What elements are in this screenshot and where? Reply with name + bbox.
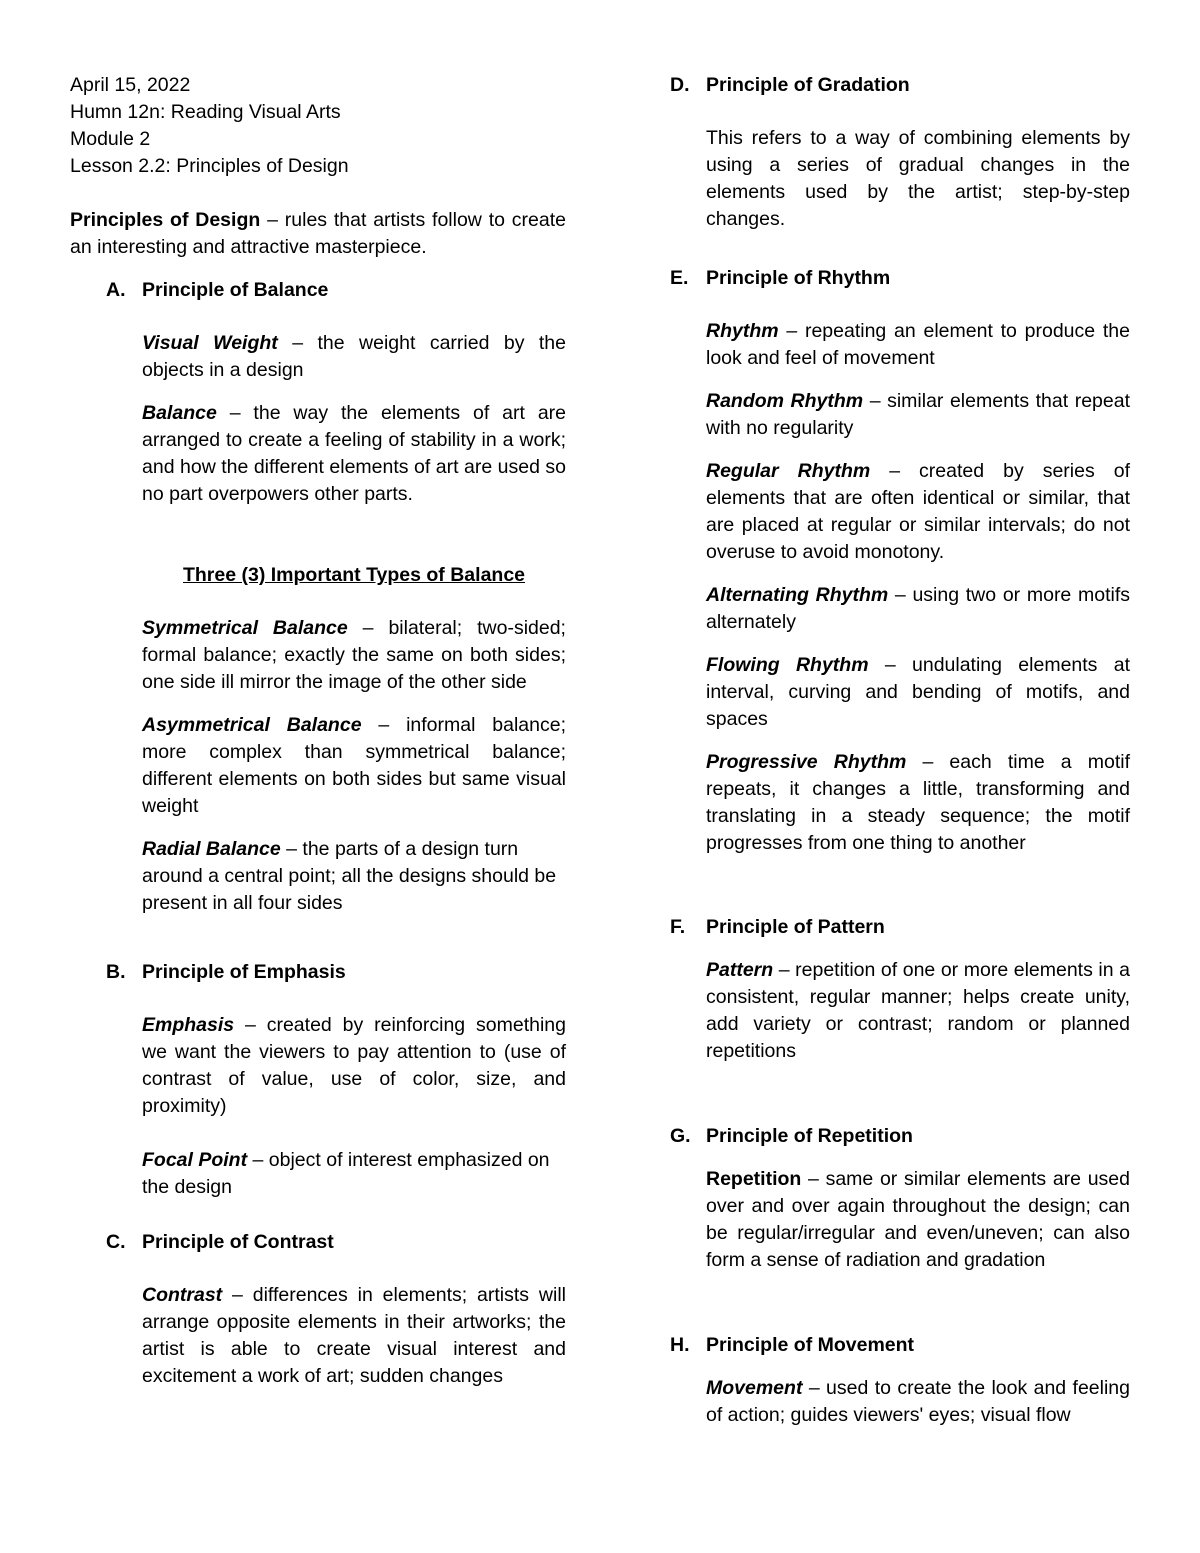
header-course: Humn 12n: Reading Visual Arts [70,101,341,123]
section-c-letter: C. [106,1231,126,1253]
asymmetrical-def: – informal balance; more complex than symmetrical balance; different elements on both sides but same visual weight [142,714,566,817]
symmetrical-def: – bilateral; two-sided; formal balance; exactly the same on both sides; one side ill mirror the image of the other side [142,617,566,693]
random-rhythm-def: – similar elements that repeat with no regularity [706,390,1131,439]
section-d-letter: D. [670,74,690,96]
section-b-letter: B. [106,961,126,983]
section-e-heading [670,265,1130,292]
focal-point-term: Focal Point [142,1149,248,1171]
rhythm-definition [706,318,1130,372]
balance-definition [142,400,566,508]
pattern-def: – repetition of one or more elements in a consistent, regular manner; helps create unity, add variety or contrast; random or planned repetitions [706,959,1130,1062]
balance-term: Balance [142,402,217,424]
symmetrical-term: Symmetrical Balance [142,617,348,639]
section-c-title: Principle of Contrast [142,1231,334,1253]
section-e-letter: E. [670,267,689,289]
alternating-rhythm-term: Alternating Rhythm [706,584,889,606]
section-d-heading [670,72,1130,99]
alternating-rhythm-def: – using two or more motifs alternately [706,584,1130,633]
movement-definition [706,1375,1130,1429]
section-f-letter: F. [670,916,686,938]
intro-term: Principles of Design [70,209,261,231]
section-g-letter: G. [670,1125,691,1147]
focal-point-def: – object of interest emphasized on the design [142,1149,550,1198]
flowing-rhythm-term: Flowing Rhythm [706,654,869,676]
section-e-title: Principle of Rhythm [706,267,891,289]
radial-term: Radial Balance [142,838,281,860]
emphasis-definition [142,1012,566,1120]
contrast-definition [142,1282,566,1390]
rhythm-def: – repeating an element to produce the look and feel of movement [706,320,1130,369]
pattern-term: Pattern [706,959,774,981]
section-g-heading [670,1123,1130,1150]
header-lesson: Lesson 2.2: Principles of Design [70,155,349,177]
symmetrical-balance-definition [142,615,566,696]
regular-rhythm-term: Regular Rhythm [706,460,871,482]
section-h-heading [670,1332,1130,1359]
section-f-title: Principle of Pattern [706,916,885,938]
section-a-heading [70,277,566,304]
contrast-def: – differences in elements; artists will arrange opposite elements in their artworks; the artist is able to create visual interest and excitement a work of art; sudden changes [142,1284,566,1387]
section-b-title: Principle of Emphasis [142,961,346,983]
visual-weight-term: Visual Weight [142,332,278,354]
header-date: April 15, 2022 [70,74,191,96]
gradation-text: This refers to a way of combining elements by using a series of gradual changes in the elements used by the artist; step-by-step changes. [706,127,1130,230]
alternating-rhythm-definition [706,582,1130,636]
section-f-heading [670,914,1130,941]
pattern-definition [706,957,1130,1065]
random-rhythm-definition [706,388,1130,442]
progressive-rhythm-term: Progressive Rhythm [706,751,907,773]
rhythm-term: Rhythm [706,320,779,342]
repetition-def: – same or similar elements are used over and over again throughout the design; can be regular/irregular and even/uneven; can also form a sense of radiation and gradation [706,1168,1130,1271]
repetition-term: Repetition [706,1168,802,1190]
focal-point-definition [142,1147,566,1201]
section-d-title: Principle of Gradation [706,74,910,96]
section-h-letter: H. [670,1334,690,1356]
intro-definition [70,207,566,261]
flowing-rhythm-def: – undulating elements at interval, curving and bending of motifs, and spaces [706,654,1130,730]
radial-def: – the parts of a design turn around a central point; all the designs should be present in all four sides [142,838,557,914]
right-column [670,72,1130,1429]
asymmetrical-term: Asymmetrical Balance [142,714,362,736]
radial-balance-definition [142,836,566,917]
section-h-title: Principle of Movement [706,1334,915,1356]
contrast-term: Contrast [142,1284,223,1306]
progressive-rhythm-definition [706,749,1130,857]
header-module: Module 2 [70,128,151,150]
visual-weight-def: – the weight carried by the objects in a design [142,332,566,381]
section-a-letter: A. [106,279,126,301]
section-b-heading [70,959,566,986]
section-g-title: Principle of Repetition [706,1125,913,1147]
section-a-title: Principle of Balance [142,279,329,301]
left-column [70,72,566,1390]
emphasis-def: – created by reinforcing something we want the viewers to pay attention to (use of contrast of value, use of color, size, and proximity) [142,1014,566,1117]
regular-rhythm-def: – created by series of elements that are often identical or similar, that are placed at regular or similar intervals; do not overuse to avoid monotony. [706,460,1130,563]
regular-rhythm-definition [706,458,1130,566]
balance-def: – the way the elements of art are arranged to create a feeling of stability in a work; and how the different elements of art are used so no part overpowers other parts. [142,402,566,505]
intro-def: – rules that artists follow to create an interesting and attractive masterpiece. [70,209,566,258]
movement-term: Movement [706,1377,803,1399]
visual-weight-definition [142,330,566,384]
asymmetrical-balance-definition [142,712,566,820]
flowing-rhythm-definition [706,652,1130,733]
progressive-rhythm-def: – each time a motif repeats, it changes a little, transforming and translating in a steady sequence; the motif progresses from one thing to another [706,751,1130,854]
movement-def: – used to create the look and feeling of action; guides viewers' eyes; visual flow [706,1377,1130,1426]
repetition-definition [706,1166,1130,1274]
section-c-heading [70,1229,566,1256]
balance-types-subtitle: Three (3) Important Types of Balance [182,564,526,586]
random-rhythm-term: Random Rhythm [706,390,864,412]
emphasis-term: Emphasis [142,1014,235,1036]
